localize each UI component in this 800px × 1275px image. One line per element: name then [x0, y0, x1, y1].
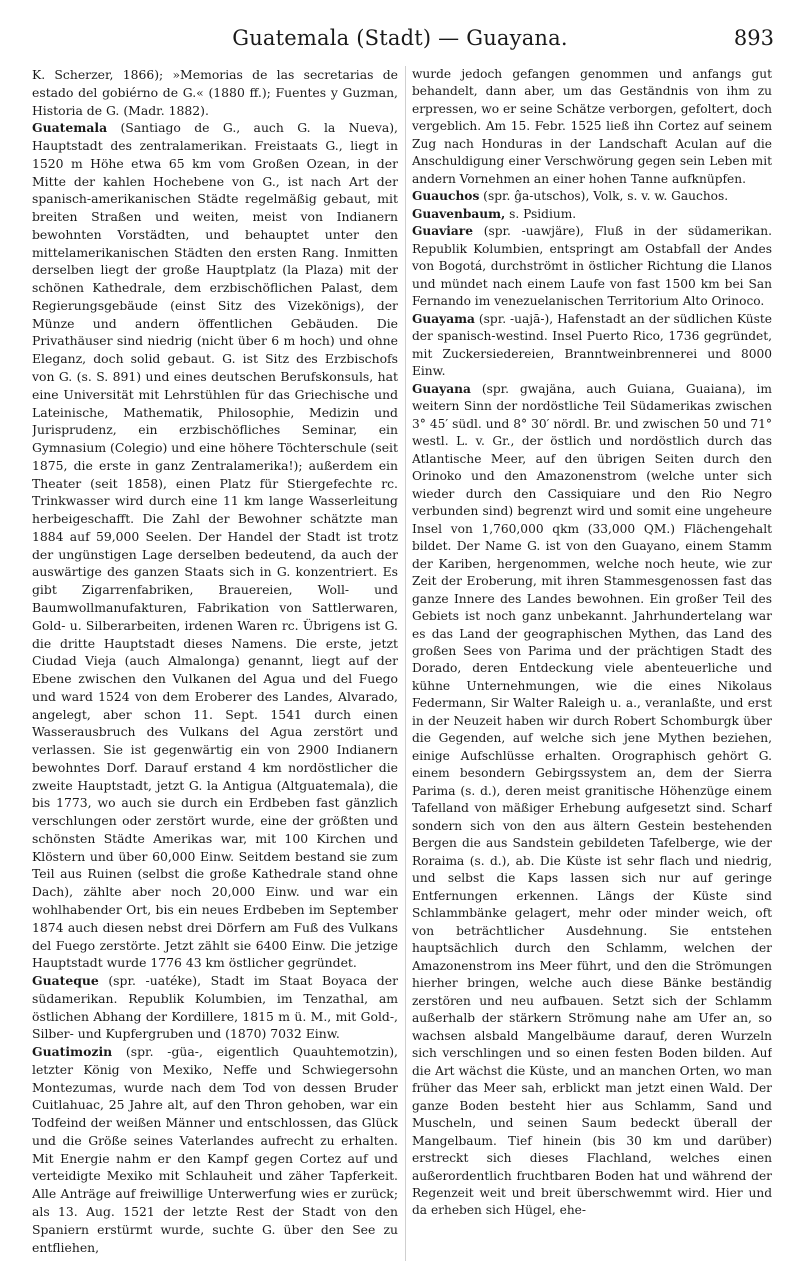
entry-text: (spr. ĝa-utschos), Volk, s. v. w. Gauchos.: [479, 189, 729, 204]
entry-guateque: [32, 972, 398, 1043]
entry-text: K. Scherzer, 1866); »Memorias de las secretarias de estado del gobiérno de G.« (1880 ff.); Fuentes y Guzman, Historia de G. (Madr. 1882).: [32, 67, 398, 118]
entry-text: s. Psidium.: [505, 206, 577, 221]
entry-text: (spr. gwajäna, auch Guiana, Guaiana), im weitern Sinn der nordöstliche Teil Südamerikas zwischen 3° 45′ südl. und 8° 30′ nördl. Br. und zwischen 50 und 71° westl. L. v. Gr., der östlich und nordöstlich durch das Atlantische Meer, auf den übrigen Seiten durch den Orinoko und den Amazonenstrom (welche unter sich wieder durch den Cassiquiare und den Rio Negro verbunden sind) begrenzt wird und somit eine ungeheure Insel von 1,760,000 qkm (33,000 QM.) Flächengehalt bildet. Der Name G. ist von den Guayano, einem Stamm der Kariben, hergenommen, welche noch heute, wie zur Zeit der Eroberung, mit ihren Stammesgenossen fast das ganze Innere des Landes bewohnen. Ein großer Teil des Gebiets ist noch ganz unbekannt. Jahrhundertelang war es das Land der geographischen Mythen, das Land des großen Sees von Parima und der prächtigen Stadt des Dorado, deren Entdeckung viele abenteuerliche und kühne Unternehmungen, wie die eines Nikolaus Federmann, Sir Walter Raleigh u. a., veranlaßte, und erst in der Neuzeit haben wir durch Robert Schomburgk über die Gegenden, auf welche sich jene Mythen beziehen, einige Aufschlüsse erhalten. Orographisch gehört G. einem besondern Gebirgssystem an, dem der Sierra Parima (s. d.), deren meist granitische Höhenzüge einem Tafelland von mäßiger Erhebung aufgesetzt sind. Scharf sondern sich von den aus ältern Gestein bestehenden Bergen die aus Sandstein gebildeten Tafelberge, wie der Roraima (s. d.), ab. Die Küste ist sehr flach und niedrig, und selbst die Kaps lassen sich nur auf geringe Entfernungen erkennen. Längs der Küste sind Schlammbänke gelagert, mehr oder minder weich, oft von beträchtlicher Ausdehnung. Sie entstehen hauptsächlich durch den Schlamm, welchen der Amazonenstrom ins Meer führt, und den die Strömungen hierher bringen, welche auch diese Bänke beständig zerstören und neu aufbauen. Setzt sich der Schlamm außerhalb der stärkern Strömung nahe am Ufer an, so wachsen alsbald Mangelbäume darauf, deren Wurzeln sich verschlingen und so einen festen Boden bilden. Auf die Art wächst die Küste, und an manchen Orten, wo man früher das Meer sah, erblickt man jetzt einen Wald. Der ganze Boden besteht hier aus Schlamm, Sand und Muscheln, und seinen Saum bedeckt überall der Mangelbaum. Tief hinein (bis 30 km und darüber) erstreckt sich dieses Flachland, welches einen außerordentlich fruchtbaren Boden hat und während der Regenzeit weit und breit überschwemmt wird. Hier und da erheben sich Hügel, ehe-: [412, 381, 772, 1218]
entry-continuation: [32, 66, 398, 119]
entry-guavenbaum: [412, 206, 772, 223]
entry-headword: Guavenbaum,: [412, 206, 506, 221]
entry-headword: Guauchos: [412, 189, 480, 204]
column-divider: [405, 66, 406, 1261]
entry-text: (spr. -uajā-), Hafenstadt an der südlichen Küste der spanisch-westind. Insel Puerto Rico, 1736 gegründet, mit Zuckersiedereien, Branntweinbrennerei und 8000 Einw.: [412, 311, 772, 379]
entry-headword: Guateque: [32, 973, 99, 989]
entry-text: (spr. -güa-, eigentlich Quauhtemotzin), letzter König von Mexiko, Neffe und Schwiegersohn Montezumas, wurde nach dem Tod von dessen Bruder Cuitlahuac, 25 Jahre alt, auf den Thron gehoben, war ein Todfeind der weißen Männer und entschlossen, das Glück und die Größe seines Vaterlandes aufrecht zu erhalten. Mit Energie nahm er den Kampf gegen Cortez auf und verteidigte Mexiko mit Schlauheit und zäher Tapferkeit. Alle Anträge auf freiwillige Unterwerfung wies er zurück; als 13. Aug. 1521 der letzte Rest der Stadt von den Spaniern erstürmt wurde, suchte G. über den See zu entfliehen,: [32, 1044, 398, 1255]
entry-text: (spr. -uatéke), Stadt im Staat Boyaca der südamerikan. Republik Kolumbien, im Tenzathal, am östlichen Abhang der Kordillere, 1815 m ü. M., mit Gold-, Silber- und Kupfergruben und (1870) 7032 Einw.: [32, 973, 398, 1042]
entry-text: (Santiago de G., auch G. la Nueva), Hauptstadt des zentralamerikan. Freistaats G., liegt in 1520 m Höhe etwa 65 km vom Großen Ozean, in der Mitte der kahlen Hochebene von G., ist nach Art der spanisch-amerikanischen Städte regelmäßig gebaut, mit breiten Straßen und weiten, meist von Indianern bewohnten Vorstädten, und behauptet unter den mittelamerikanischen Städten den ersten Rang. Inmitten derselben liegt der große Hauptplatz (la Plaza) mit der schönen Kathedrale, dem erzbischöflichen Palast, dem Regierungsgebäude (einst Sitz des Vizekönigs), der Münze und andern öffentlichen Gebäuden. Die Privathäuser sind niedrig (nicht über 6 m hoch) und ohne Eleganz, doch solid gebaut. G. ist Sitz des Erzbischofs von G. (s. S. 891) und eines deutschen Berufskonsuls, hat eine Universität mit Lehrstühlen für das Griechische und Lateinische, Mathematik, Philosophie, Medizin und Jurisprudenz, ein erzbischöfliches Seminar, ein Gymnasium (Colegio) und eine höhere Töchterschule (seit 1875, die erste in ganz Zentralamerika!); außerdem ein Theater (seit 1858), einen Platz für Stiergefechte rc. Trinkwasser wird durch eine 11 km lange Wasserleitung herbeigeschafft. Die Zahl der Bewohner schätzte man 1884 auf 59,000 Seelen. Der Handel der Stadt ist trotz der ungünstigen Lage derselben bedeutend, da auch der auswärtige des ganzen Staats sich in G. konzentriert. Es gibt Zigarrenfabriken, Brauereien, Woll- und Baumwollmanufakturen, Fabrikation von Sattlerwaren, Gold- u. Silberarbeiten, irdenen Waren rc. Übrigens ist G. die dritte Hauptstadt dieses Namens. Die erste, jetzt Ciudad Vieja (auch Almalonga) genannt, liegt auf der Ebene zwischen den Vulkanen del Agua und del Fuego und ward 1524 von dem Eroberer des Landes, Alvarado, angelegt, aber schon 11. Sept. 1541 durch einen Wasserausbruch des Vulkans del Agua zerstört und verlassen. Sie ist gegenwärtig ein von 2900 Indianern bewohntes Dorf. Darauf erstand 4 km nordöstlicher die zweite Hauptstadt, jetzt G. la Antigua (Altguatemala), die bis 1773, wo auch sie durch ein Erdbeben fast gänzlich verschlungen oder zerstört wurde, eine der größten und schönsten Städte Amerikas war, mit 100 Kirchen und Klöstern und über 60,000 Einw. Seitdem bestand sie zum Teil aus Ruinen (selbst die große Kathedrale stand ohne Dach), zählte aber noch 20,000 Einw. und war ein wohlhabender Ort, bis ein neues Erdbeben im September 1874 auch diesen nebst drei Dörfern am Fuß des Vulkans del Fuego zerstörte. Jetzt zählt sie 6400 Einw. Die jetzige Hauptstadt wurde 1776 43 km östlicher gegründet.: [32, 120, 398, 971]
running-head: Guatemala (Stadt) — Guayana.: [232, 26, 568, 50]
page-header: [0, 26, 800, 62]
page-number: 893: [733, 26, 774, 50]
entry-guatimozin: [32, 1043, 398, 1256]
entry-text: wurde jedoch gefangen genommen und anfangs gut behandelt, dann aber, um das Geständnis von ihm zu erpressen, wo er seine Schätze verborgen, gefoltert, doch vergeblich. Am 15. Febr. 1525 ließ ihn Cortez auf seinem Zug nach Honduras in der Landschaft Aculan auf die Anschuldigung einer Verschwörung gegen sein Leben mit andern Vornehmen an einer hohen Tanne aufknüpfen.: [412, 67, 772, 186]
entry-guayana: [412, 381, 772, 1220]
entry-continuation: [412, 66, 772, 188]
entry-text: (spr. -uawjäre), Fluß in der südamerikan. Republik Kolumbien, entspringt am Ostabfall der Andes von Bogotá, durchströmt in östlicher Richtung die Llanos und mündet nach einem Laufe von fast 1500 km bei San Fernando im venezuelanischen Territorium Alto Orinoco.: [412, 224, 772, 309]
entry-headword: Guaviare: [412, 224, 473, 239]
left-column: [32, 66, 398, 1271]
entry-headword: Guatimozin: [32, 1044, 113, 1060]
right-column: [412, 66, 772, 1271]
entry-headword: Guayana: [412, 381, 471, 396]
entry-guayama: [412, 311, 772, 381]
entry-headword: Guatemala: [32, 120, 108, 136]
entry-guaviare: [412, 223, 772, 310]
entry-guatemala: [32, 119, 398, 972]
entry-headword: Guayama: [412, 311, 475, 326]
entry-guauchos: [412, 188, 772, 205]
